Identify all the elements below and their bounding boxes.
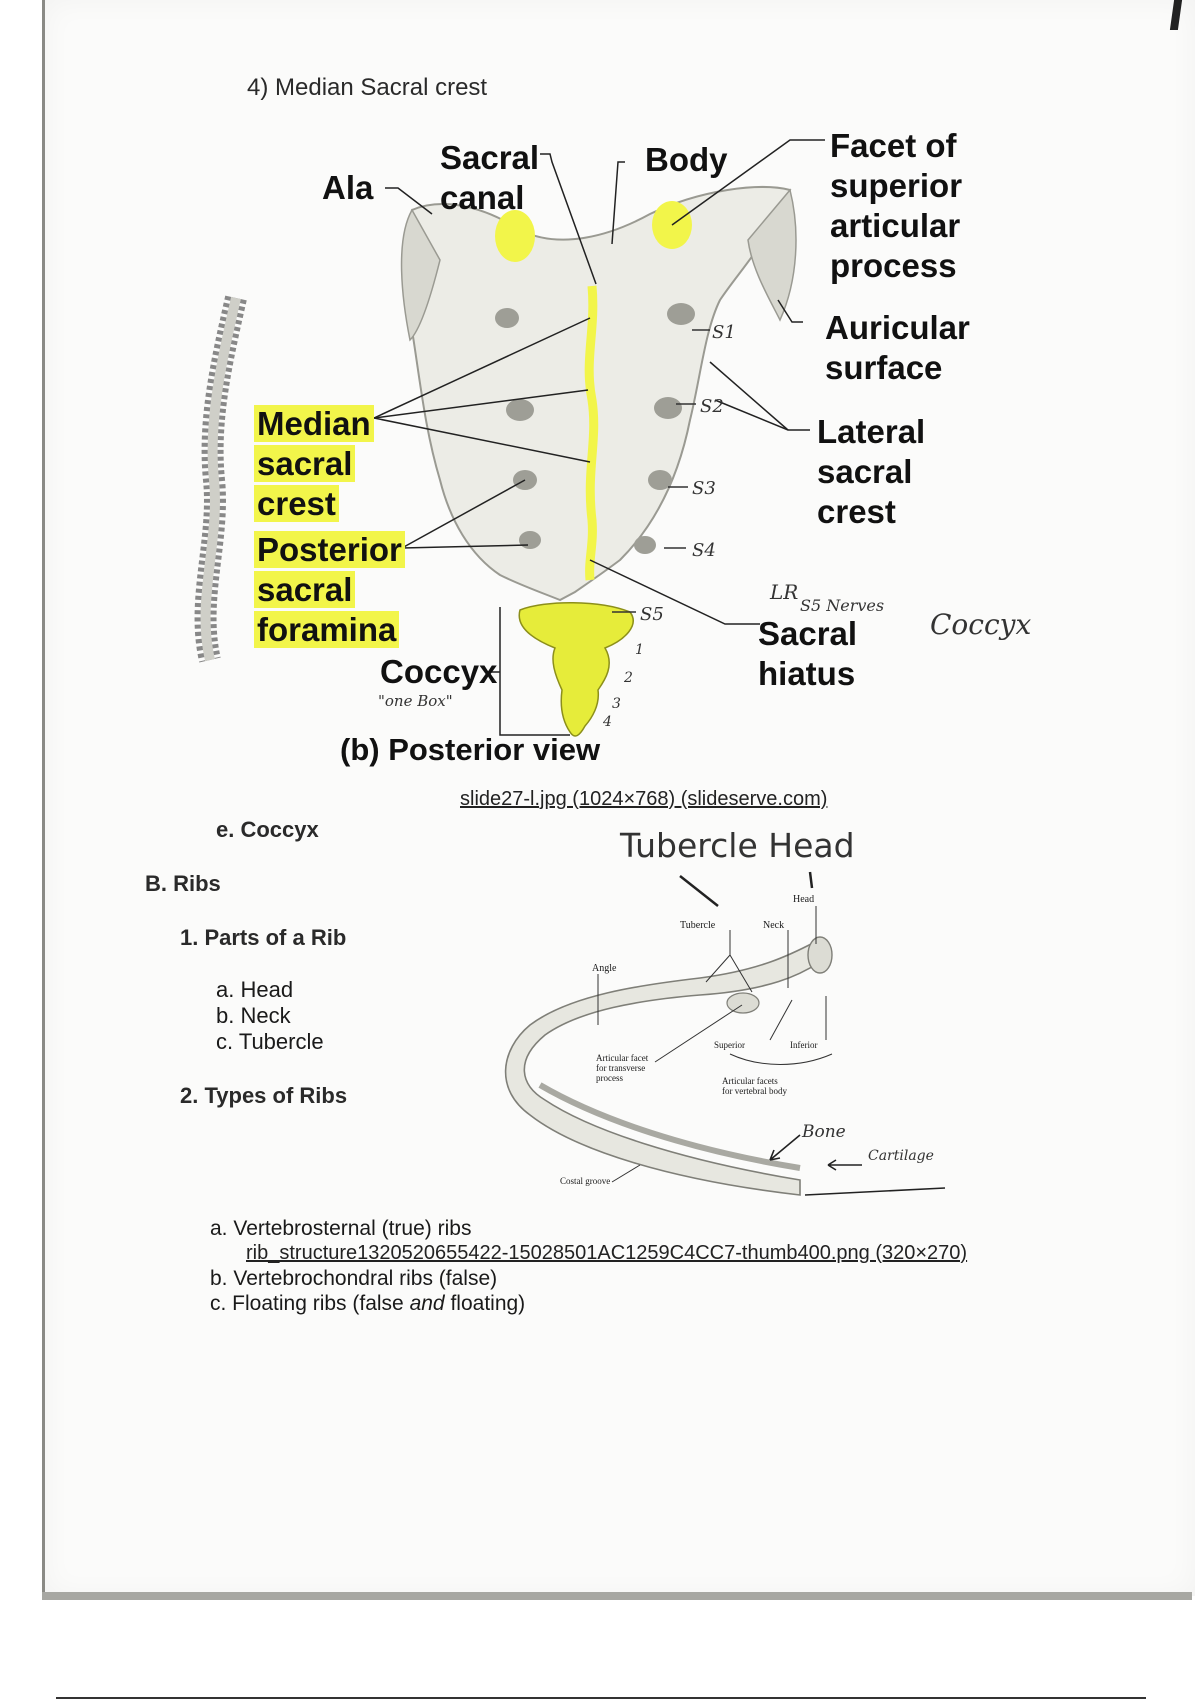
label-posterior-line1: Posterior (254, 531, 405, 568)
rib-label-articular-facet-2: for transverse (596, 1063, 646, 1073)
note-coccyx: Coccyx (930, 608, 1032, 641)
note-s5: S5 (640, 604, 664, 625)
heading-ribs: B. Ribs (145, 871, 221, 896)
item-median-sacral-crest: 4) Median Sacral crest (247, 74, 488, 101)
rib-type-floating (210, 1291, 967, 1316)
note-one-box: "one Box" (378, 692, 453, 710)
rib-label-articular-facets (722, 1076, 787, 1096)
rib-label-angle: Angle (592, 963, 617, 974)
label-ala: Ala (322, 169, 374, 206)
label-facet-line1: Facet of (830, 127, 957, 164)
label-facet-line4: process (830, 247, 957, 284)
rib-label-tubercle: Tubercle (680, 920, 716, 931)
note-c2: 2 (624, 670, 633, 686)
rib-label-costal-groove: Costal groove (560, 1176, 611, 1186)
note-c1: 1 (635, 642, 644, 658)
part-head: a. Head (216, 977, 294, 1002)
rib-label-articular-facet-1: Articular facet (596, 1053, 649, 1063)
label-facet-line2: superior (830, 167, 963, 204)
rib-bone (506, 942, 828, 1195)
label-posterior-line2: sacral (254, 571, 355, 608)
source-link-slide27[interactable]: slide27-l.jpg (1024×768) (slideserve.com) (460, 788, 828, 810)
note-tubercle-head: Tubercle Head (620, 826, 855, 865)
rib-label-superior: Superior (714, 1040, 745, 1050)
rib-type-floating-and: and (409, 1292, 445, 1315)
note-s1: S1 (712, 322, 736, 343)
label-lateral-line3: crest (817, 493, 896, 530)
rib-label-articular-facet (596, 1053, 648, 1083)
note-c4: 4 (603, 714, 612, 730)
note-bone: Bone (802, 1122, 846, 1142)
rib-type-true: a. Vertebrosternal (true) ribs (210, 1217, 472, 1240)
label-hiatus-line2: hiatus (758, 655, 856, 692)
label-sacral-canal-line1: Sacral (440, 139, 540, 176)
label-sacral-canal-line2: canal (440, 179, 525, 216)
part-tubercle: c. Tubercle (216, 1029, 324, 1054)
note-c3: 3 (612, 696, 621, 712)
heading-parts-of-rib: 1. Parts of a Rib (180, 925, 347, 950)
label-median-line2: sacral (254, 445, 355, 482)
label-median-line3: crest (254, 485, 339, 522)
note-s4: S4 (692, 540, 716, 561)
label-median-line1: Median (254, 405, 374, 442)
rib-type-floating-suffix: floating) (444, 1292, 526, 1315)
rib-types-list (210, 1216, 967, 1316)
item-e-coccyx: e. Coccyx (216, 817, 319, 842)
label-coccyx: Coccyx (380, 653, 498, 690)
note-s5-nerves: S5 Nerves (800, 596, 885, 615)
label-body: Body (645, 141, 728, 178)
heading-types-of-ribs: 2. Types of Ribs (180, 1083, 348, 1108)
rib-label-neck: Neck (763, 920, 785, 931)
label-posterior-line3: foramina (254, 611, 399, 648)
rib-label-head: Head (793, 894, 815, 905)
figure-caption-posterior-view: (b) Posterior view (340, 732, 601, 767)
label-lateral-line1: Lateral (817, 413, 926, 450)
label-lateral-line2: sacral (817, 453, 913, 490)
label-hiatus-line1: Sacral (758, 615, 858, 652)
rib-tubercle (727, 993, 759, 1013)
rib-label-articular-facet-3: process (596, 1073, 623, 1083)
part-neck: b. Neck (216, 1003, 291, 1028)
note-lr: LR (770, 580, 799, 604)
note-s3: S3 (692, 478, 716, 499)
source-link-rib-structure[interactable]: rib_structure1320520655422-15028501AC1259C4CC7-thumb400.png (320×270) (246, 1242, 968, 1264)
label-auricular-line1: Auricular (825, 309, 970, 346)
note-cartilage: Cartilage (868, 1148, 934, 1164)
rib-type-floating-prefix: c. Floating ribs (false (210, 1292, 410, 1315)
rib-type-false: b. Vertebrochondral ribs (false) (210, 1267, 498, 1290)
rib-label-inferior: Inferior (790, 1040, 818, 1050)
note-s2: S2 (700, 396, 724, 417)
rib-label-articular-facets-1: Articular facets (722, 1076, 778, 1086)
rib-label-articular-facets-2: for vertebral body (722, 1086, 787, 1096)
label-facet-line3: articular (830, 207, 961, 244)
label-auricular-line2: surface (825, 349, 943, 386)
rib-head (808, 937, 832, 973)
